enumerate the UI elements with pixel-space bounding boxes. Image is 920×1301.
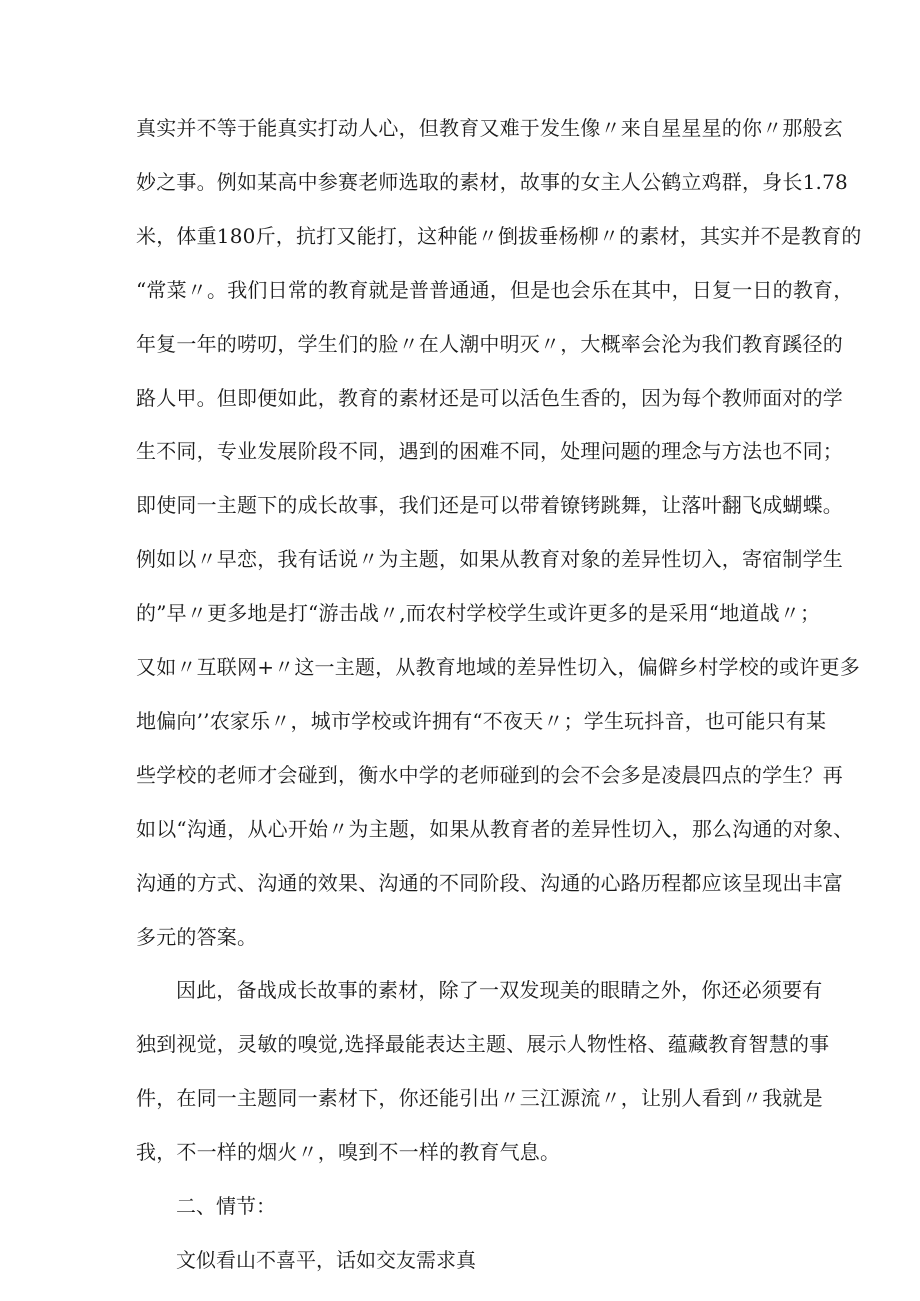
text-line: 如以“沟通，从心开始〃为主题，如果从教育者的差异性切入，那么沟通的对象、 bbox=[136, 816, 854, 841]
text-line: 米，体重180斤，抗打又能打，这种能〃倒拔垂杨柳〃的素材，其实并不是教育的 bbox=[136, 223, 862, 248]
text-line: 例如以〃早恋，我有话说〃为主题，如果从教育对象的差异性切入，寄宿制学生 bbox=[136, 547, 843, 572]
text-line: 些学校的老师才会碰到，衡水中学的老师碰到的会不会多是凌晨四点的学生？再 bbox=[136, 762, 843, 787]
section-heading: 二、情节： bbox=[176, 1194, 276, 1219]
text-line: 因此，备战成长故事的素材，除了一双发现美的眼睛之外，你还必须要有 bbox=[176, 978, 823, 1003]
text-line: 沟通的方式、沟通的效果、沟通的不同阶段、沟通的心路历程都应该呈现出丰富 bbox=[136, 870, 843, 895]
text-line: 生不同，专业发展阶段不同，遇到的困难不同，处理问题的理念与方法也不同； bbox=[136, 439, 843, 464]
text-line: 路人甲。但即便如此，教育的素材还是可以活色生香的，因为每个教师面对的学 bbox=[136, 385, 843, 410]
text-line: 我，不一样的烟火〃，嗅到不一样的教育气息。 bbox=[136, 1140, 561, 1165]
text-line: 年复一年的唠叨，学生们的脸〃在人潮中明灭〃，大概率会沦为我们教育蹊径的 bbox=[136, 331, 843, 356]
text-line: 妙之事。例如某高中参赛老师选取的素材，故事的女主人公鹤立鸡群，身长1.78 bbox=[136, 169, 848, 194]
text-line: 独到视觉，灵敏的嗅觉,选择最能表达主题、展示人物性格、蕴藏教育智慧的事 bbox=[136, 1032, 830, 1057]
text-line: 的”早〃更多地是打“游击战〃,而农村学校学生或许更多的是采用“地道战〃； bbox=[136, 601, 821, 626]
verse-line: 文似看山不喜平，话如交友需求真 bbox=[176, 1248, 476, 1272]
text-line: 即使同一主题下的成长故事，我们还是可以带着镣铐跳舞，让落叶翻飞成蝴蝶。 bbox=[136, 493, 843, 518]
text-line: “常菜〃。我们日常的教育就是普普通通，但是也会乐在其中，日复一日的教育， bbox=[136, 277, 854, 302]
text-line: 件，在同一主题同一素材下，你还能引出〃三江源流〃，让别人看到〃我就是 bbox=[136, 1086, 823, 1111]
text-line: 又如〃互联网+〃这一主题，从教育地域的差异性切入，偏僻乡村学校的或许更多 bbox=[136, 655, 860, 680]
text-line: 多元的答案。 bbox=[136, 924, 258, 949]
text-line: 地偏向’’农家乐〃，城市学校或许拥有“不夜天〃；学生玩抖音，也可能只有某 bbox=[136, 708, 827, 733]
text-line: 真实并不等于能真实打动人心，但教育又难于发生像〃来自星星星的你〃那般玄 bbox=[136, 116, 843, 140]
